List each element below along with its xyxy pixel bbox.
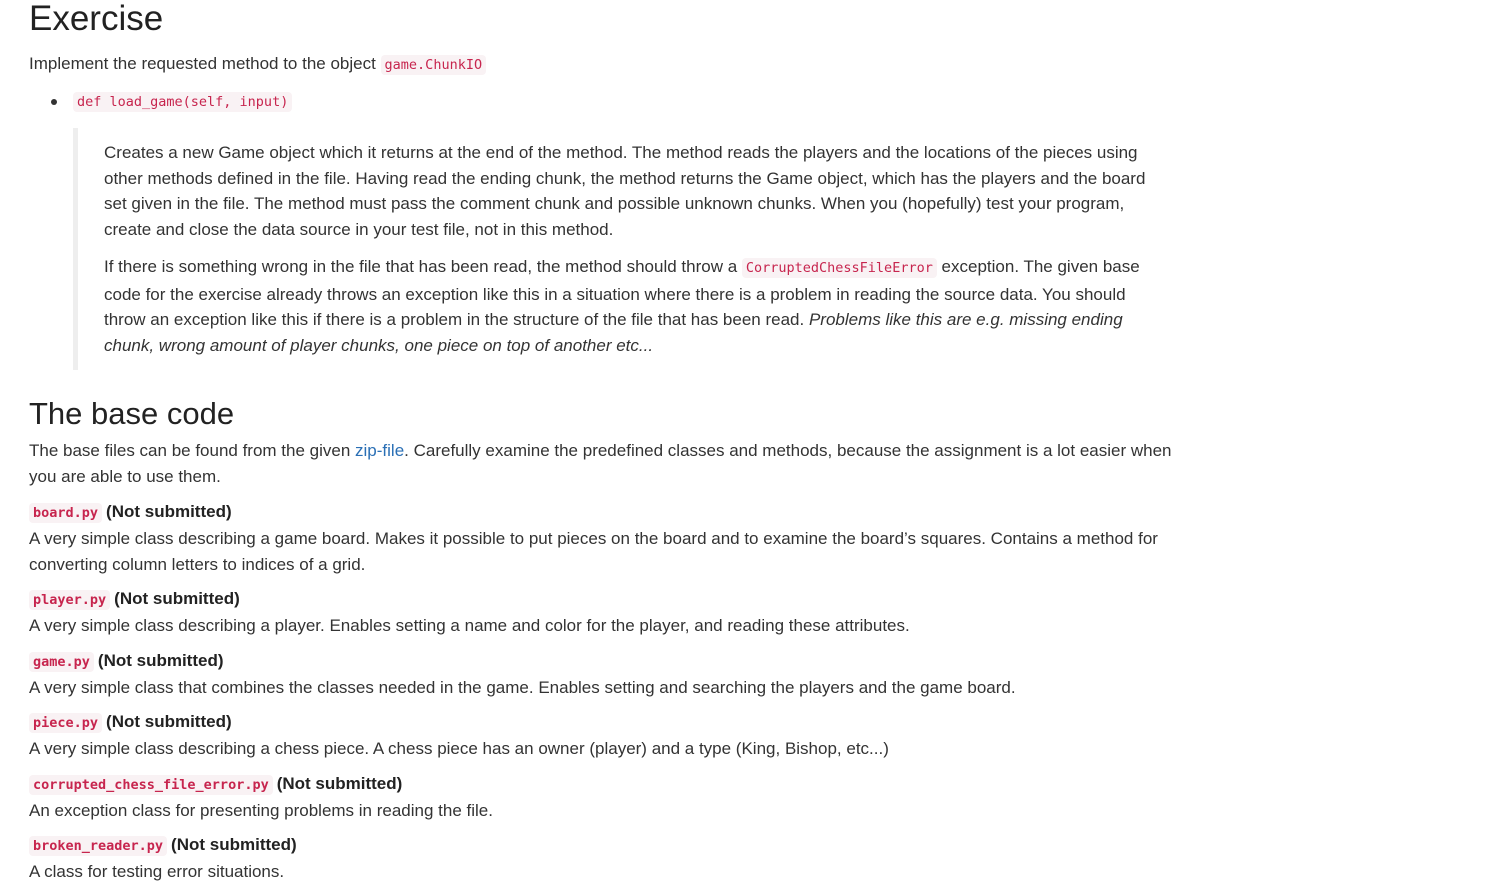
quote-p2-after: exception. The given base code for the exercise already throws an exception like this in a situation where there is a problem in reading the source data. You should throw an exception like this if there is a problem in the structure of the file that has been read. bbox=[104, 257, 1140, 329]
exercise-intro-text: Implement the requested method to the object bbox=[29, 54, 381, 73]
file-header bbox=[29, 710, 1179, 735]
file-name: broken_reader.py bbox=[29, 836, 167, 856]
file-status: (Not submitted) bbox=[97, 650, 224, 670]
file-entry-piece bbox=[29, 710, 1179, 762]
file-description: A very simple class describing a chess piece. A chess piece has an owner (player) and a type (King, Bishop, etc...) bbox=[29, 739, 889, 758]
method-list bbox=[29, 88, 1179, 115]
file-header bbox=[29, 500, 1179, 525]
file-name: corrupted_chess_file_error.py bbox=[29, 775, 273, 795]
file-header bbox=[29, 833, 1179, 858]
zip-file-link[interactable]: zip-file bbox=[355, 441, 405, 460]
exercise-intro bbox=[29, 51, 1179, 78]
file-entry-game bbox=[29, 649, 1179, 701]
quote-p2-before: If there is something wrong in the file that has been read, the method should throw a bbox=[104, 257, 742, 276]
bullet-icon bbox=[51, 99, 57, 105]
file-name: player.py bbox=[29, 590, 110, 610]
quote-p2-emphasis: Problems like this are e.g. missing ending chunk, wrong amount of player chunks, one piece on top of another etc... bbox=[104, 310, 1123, 355]
file-description: An exception class for presenting problems in reading the file. bbox=[29, 800, 493, 820]
method-list-item bbox=[73, 88, 1179, 115]
file-entry-broken-reader bbox=[29, 833, 1179, 885]
method-signature: def load_game(self, input) bbox=[73, 92, 292, 112]
file-status: (Not submitted) bbox=[114, 589, 240, 608]
file-header bbox=[29, 587, 1179, 612]
quote-paragraph-2 bbox=[104, 254, 1164, 358]
file-status: (Not submitted) bbox=[106, 712, 232, 731]
file-status: (Not submitted) bbox=[106, 502, 232, 521]
file-description: A class for testing error situations. bbox=[29, 862, 285, 881]
file-header bbox=[29, 772, 1179, 797]
file-description: A very simple class describing a game board. Makes it possible to put pieces on the board and to examine the board’s squares. Contains a method for converting column letters to indices of a grid. bbox=[29, 529, 1158, 574]
exercise-heading: Exercise bbox=[29, 0, 164, 38]
file-entry-player bbox=[29, 587, 1179, 639]
base-intro-after: . Carefully examine the predefined classes and methods, because the assignment is a lot easier when you are able to use them. bbox=[29, 441, 1172, 486]
file-description: A very simple class that combines the classes needed in the game. Enables setting and searching the players and the game board. bbox=[29, 677, 1016, 697]
file-name: piece.py bbox=[29, 713, 102, 733]
file-description: A very simple class describing a player. Enables setting a name and color for the player, and reading these attributes. bbox=[29, 616, 910, 635]
file-name: game.py bbox=[29, 652, 94, 672]
file-header bbox=[29, 649, 1179, 674]
file-entry-board bbox=[29, 500, 1179, 577]
quote-paragraph-1: Creates a new Game object which it returns at the end of the method. The method reads the players and the locations of the pieces using other methods defined in the file. Having read the ending chunk, the method returns the Game object, which has the players and the board set given in the file. The method must pass the comment chunk and possible unknown chunks. When you (hopefully) test your program, create and close the data source in your test file, not in this method. bbox=[104, 143, 1146, 239]
exception-code: CorruptedChessFileError bbox=[742, 258, 937, 278]
base-intro-before: The base files can be found from the given bbox=[29, 441, 356, 460]
object-code: game.ChunkIO bbox=[381, 55, 487, 75]
main-content bbox=[29, 0, 1179, 885]
method-description-quote bbox=[73, 128, 1164, 370]
file-name: board.py bbox=[29, 503, 102, 523]
base-code-heading: The base code bbox=[29, 396, 235, 431]
file-status: (Not submitted) bbox=[171, 835, 297, 854]
file-entry-corrupted-error bbox=[29, 772, 1179, 824]
file-status: (Not submitted) bbox=[276, 773, 403, 793]
base-code-intro bbox=[29, 438, 1179, 490]
